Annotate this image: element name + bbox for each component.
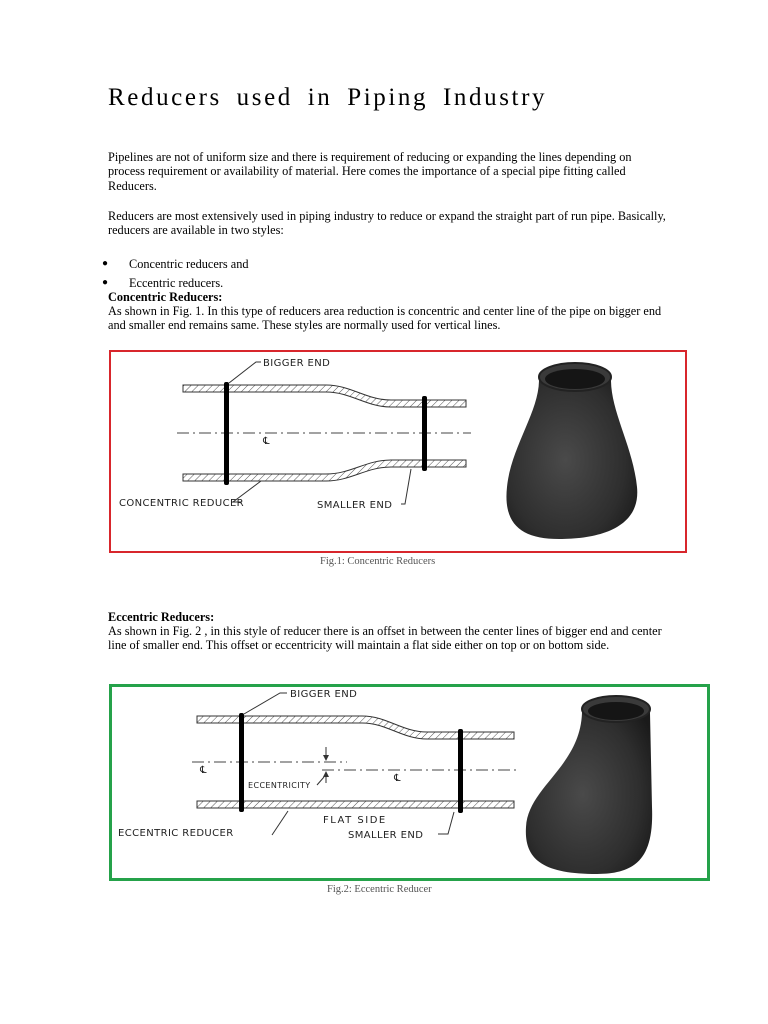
page-title: Reducers used in Piping Industry — [108, 84, 548, 111]
bullet-icon: ● — [102, 258, 109, 269]
concentric-heading: Concentric Reducers: — [108, 290, 223, 304]
smaller-end-label: SMALLER END — [317, 500, 393, 511]
flat-side-label: FLAT SIDE — [323, 815, 387, 826]
bigger-end-label: BIGGER END — [263, 358, 331, 369]
eccentric-reducer-label: ECCENTRIC REDUCER — [118, 828, 234, 839]
smaller-end-label: SMALLER END — [348, 830, 424, 841]
centerline-label: ℄ — [263, 436, 270, 447]
list-item — [102, 276, 249, 290]
figure-2-caption: Fig.2: Eccentric Reducer — [327, 884, 432, 895]
small-centerline-label: ℄ — [394, 773, 401, 784]
list-item-text: Concentric reducers and — [129, 257, 249, 271]
concentric-reducer-label: CONCENTRIC REDUCER — [119, 498, 245, 509]
concentric-reducer-drawing — [111, 352, 685, 551]
bigger-end-label: BIGGER END — [290, 689, 358, 700]
eccentric-reducer-photo — [526, 696, 652, 874]
eccentricity-label: ECCENTRICITY — [248, 781, 311, 790]
big-centerline-label: ℄ — [200, 765, 207, 776]
concentric-reducer-photo — [506, 363, 637, 539]
list-item — [102, 257, 249, 271]
bullet-icon: ● — [102, 277, 109, 289]
eccentric-reducer-drawing — [112, 687, 707, 878]
eccentric-paragraph: As shown in Fig. 2 , in this style of reducer there is an offset in between the center lines of bigger end and center line of smaller end. This offset or eccentricity will maintain a flat side either on top or on bottom side. — [108, 624, 662, 653]
eccentric-figure — [109, 684, 710, 881]
figure-1-caption: Fig.1: Concentric Reducers — [320, 556, 436, 567]
eccentric-heading: Eccentric Reducers: — [108, 610, 215, 624]
styles-intro-paragraph: Reducers are most extensively used in piping industry to reduce or expand the straight part of run pipe. Basically, reducers are available in two styles: — [108, 209, 666, 238]
concentric-figure — [109, 350, 687, 553]
list-item-text: Eccentric reducers. — [129, 276, 224, 291]
concentric-paragraph: As shown in Fig. 1. In this type of reducers area reduction is concentric and center line of the pipe on bigger end and smaller end remains same. These styles are normally used for vertical lines. — [108, 304, 662, 333]
intro-paragraph: Pipelines are not of uniform size and there is requirement of reducing or expanding the lines depending on process requirement or availability of material. Here comes the importance of a special pipe fitting called Reducers. — [108, 150, 632, 193]
